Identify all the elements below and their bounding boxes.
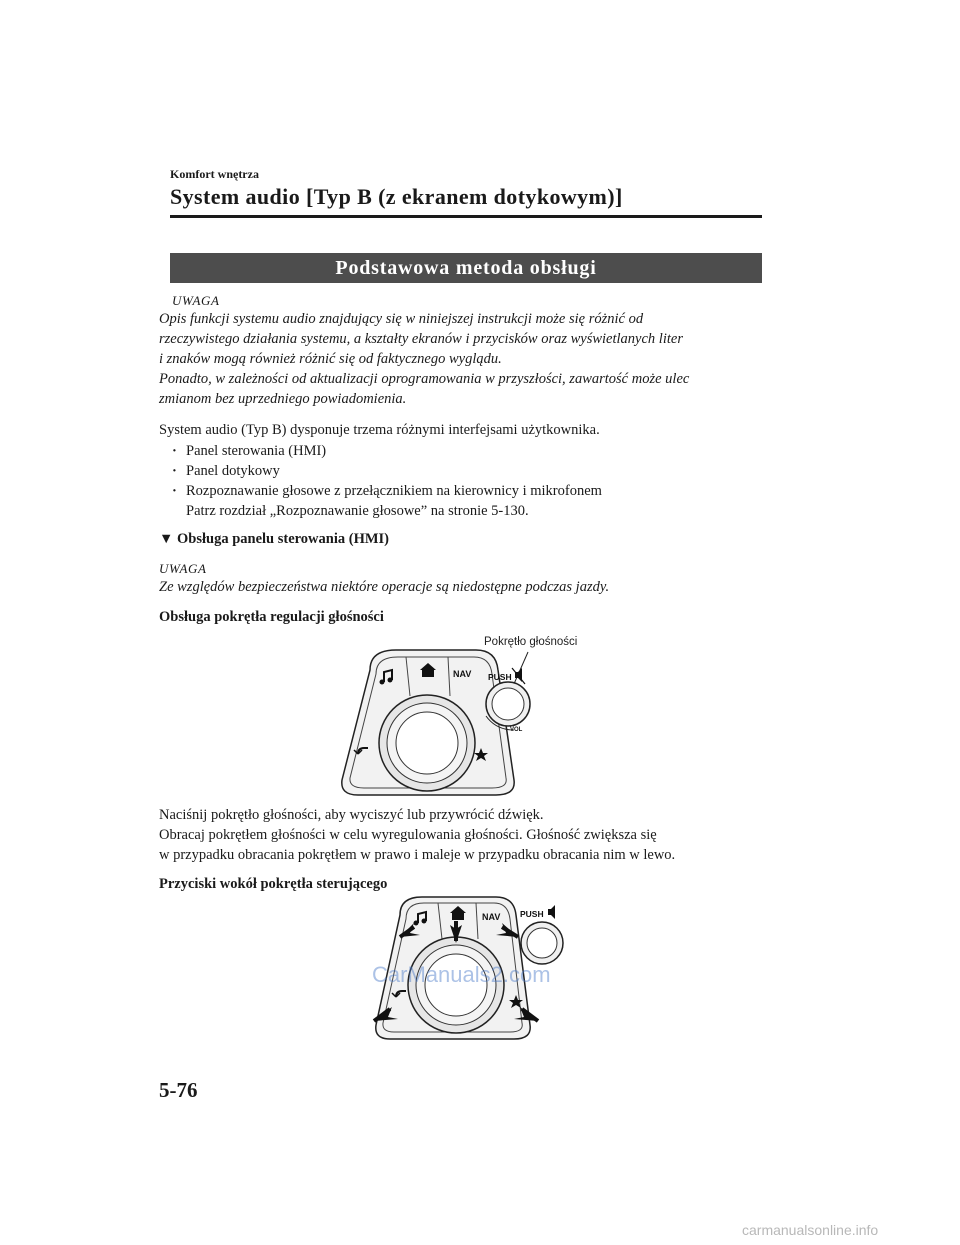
volume-knob-callout: Pokrętło głośności [484,636,578,648]
triangle-down-icon: ▼ [159,531,174,547]
list-item: · Rozpoznawanie głosowe z przełącznikiem na kierownicy i mikrofonem [172,483,602,499]
list-item: · Panel sterowania (HMI) [172,443,327,459]
note-line: zmianom bez uprzedniego powiadomienia. [159,391,407,407]
note-line: Opis funkcji systemu audio znajdujący się w niniejszej instrukcji może się różnić od [159,311,644,327]
volume-knob [486,668,530,733]
bullet-reference: Patrz rozdział „Rozpoznawanie głosowe” na stronie 5-130. [186,503,529,519]
intro-text: System audio (Typ B) dysponuje trzema różnymi interfejsami użytkownika. [159,422,600,438]
watermark-overlay: CarManuals2.com [372,962,551,987]
push-label: PUSH [488,672,512,682]
mute-icon [548,905,555,919]
section-title-bar: Podstawowa metoda obsługi [170,253,762,283]
page-number: 5-76 [159,1078,198,1102]
watermark-footer: carmanualsonline.info [742,1222,879,1238]
note-label: UWAGA [172,293,220,308]
note-line: rzeczywistego działania systemu, a kształty ekranów i przycisków oraz wyświetlanych liter [159,331,683,347]
nav-label: NAV [482,912,501,922]
nav-label: NAV [453,669,472,679]
page-heading: System audio [Typ B (z ekranem dotykowym)] [170,184,623,209]
subsection-heading: ▼ Obsługa panelu sterowania (HMI) [159,531,390,547]
note-line: Ponadto, w zależności od aktualizacji oprogramowania w przyszłości, zawartość może ulec [159,371,690,387]
vol-label: VOL [510,727,523,733]
push-label: PUSH [520,909,544,919]
volume-text: Naciśnij pokrętło głośności, aby wyciszyć lub przywrócić dźwięk. [159,807,544,823]
buttons-heading: Przyciski wokół pokrętła sterującego [159,876,388,892]
list-item: · Panel dotykowy [172,463,280,479]
volume-heading: Obsługa pokrętła regulacji głośności [159,609,384,625]
control-panel-figure [336,630,596,796]
note-line: i znaków mogą również różnić się od faktycznego wyglądu. [159,351,502,367]
section-label: Komfort wnętrza [170,167,259,181]
heading-rule [170,215,762,218]
note-label: UWAGA [159,561,207,576]
volume-text: w przypadku obracania pokrętłem w prawo i maleje w przypadku obracania nim w lewo. [159,847,676,863]
note-text: Ze względów bezpieczeństwa niektóre operacje są niedostępne podczas jazdy. [159,579,610,595]
volume-text: Obracaj pokrętłem głośności w celu wyregulowania głośności. Głośność zwiększa się [159,827,657,843]
